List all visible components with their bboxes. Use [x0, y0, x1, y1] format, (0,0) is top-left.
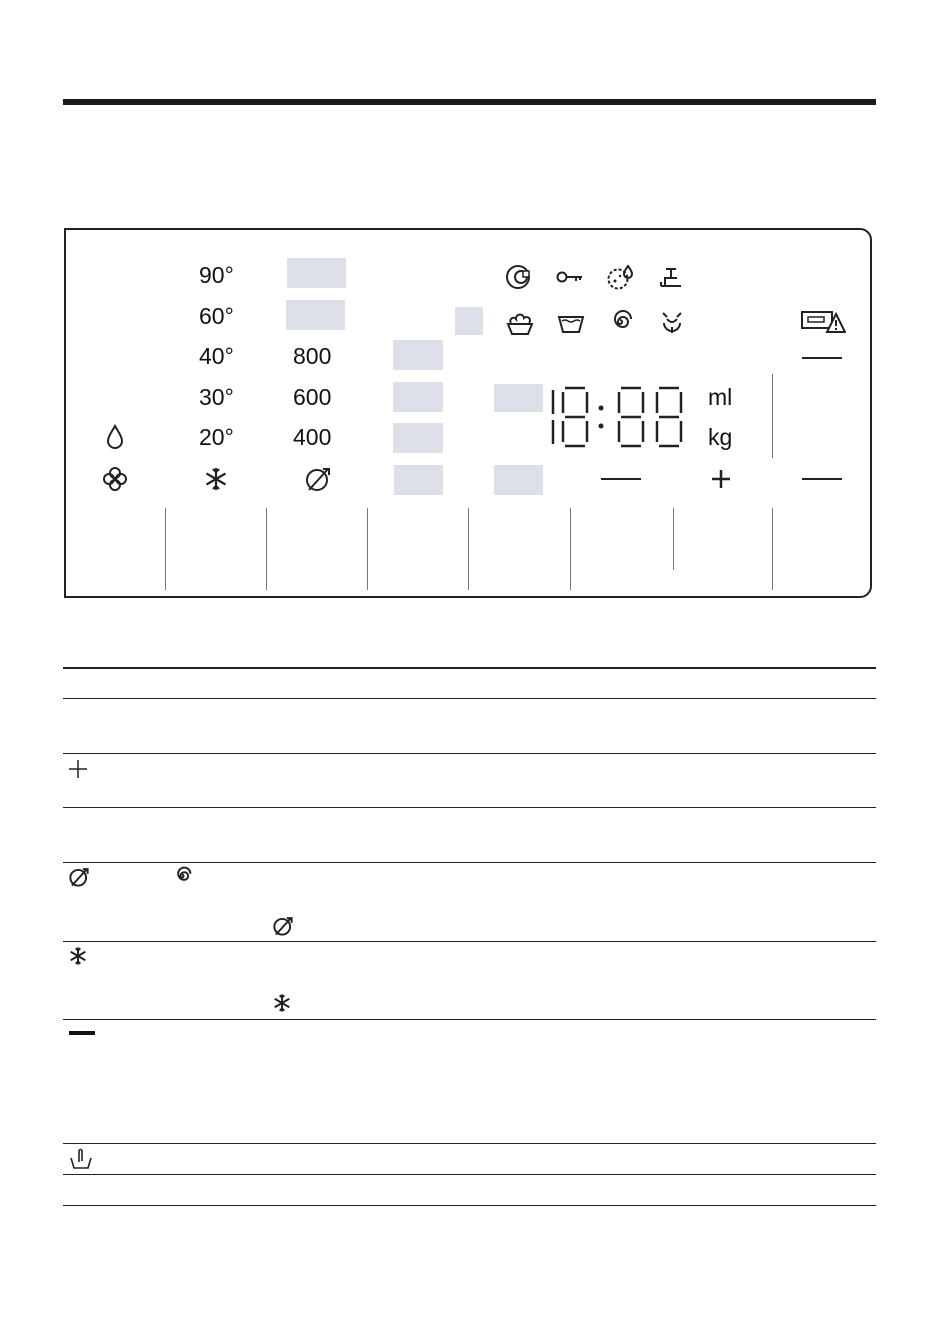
header-rule	[63, 99, 876, 105]
button-separator-7	[772, 508, 773, 590]
button-separator-5	[570, 508, 571, 590]
table-rule-2	[63, 753, 876, 754]
prewash-basin-icon	[505, 310, 535, 336]
patch-c	[393, 423, 443, 453]
plus-button[interactable]	[711, 469, 731, 489]
temp-90[interactable]: 90°	[199, 262, 234, 288]
table-plus-icon	[68, 759, 88, 779]
table-no-spin-icon-inline	[272, 915, 294, 937]
dash-right-top	[802, 357, 842, 359]
snowflake-icon[interactable]	[203, 466, 229, 492]
table-top-rule	[63, 667, 876, 669]
patch-a	[393, 340, 443, 370]
table-rule-1	[63, 698, 876, 699]
minus-button-right[interactable]	[802, 478, 842, 480]
flower-icon[interactable]	[102, 466, 128, 492]
spin-600[interactable]: 600	[293, 384, 332, 410]
wash-basin-icon	[556, 312, 586, 334]
table-rule-4	[63, 862, 876, 863]
table-rule-6	[63, 1019, 876, 1020]
child-lock-key-icon	[556, 268, 584, 286]
water-drop-icon[interactable]	[104, 424, 126, 450]
unit-ml: ml	[708, 384, 733, 410]
button-separator-2	[266, 508, 267, 590]
spin-800[interactable]: 800	[293, 343, 332, 369]
table-snowflake-icon	[68, 946, 88, 966]
patch-d	[394, 465, 443, 495]
table-spin-spiral-icon	[172, 866, 192, 886]
no-spin-icon[interactable]	[304, 465, 332, 493]
spin-400[interactable]: 400	[293, 424, 332, 450]
button-separator-1	[165, 508, 166, 590]
patch-e	[494, 384, 543, 412]
anti-crease-icon	[659, 309, 685, 335]
digital-display	[549, 386, 691, 448]
temp-30[interactable]: 30°	[199, 384, 234, 410]
table-minus-bar-icon	[69, 1031, 95, 1035]
patch-small	[455, 307, 483, 335]
table-rule-8	[63, 1174, 876, 1175]
button-separator-3	[367, 508, 368, 590]
table-no-spin-icon	[68, 866, 90, 888]
minus-button[interactable]	[601, 478, 641, 480]
button-separator-4	[468, 508, 469, 590]
stain-icon	[606, 263, 634, 291]
table-wash-hand-icon	[68, 1148, 94, 1170]
table-bottom-rule	[63, 1205, 876, 1206]
detergent-warning-icon	[800, 309, 846, 335]
temp-60[interactable]: 60°	[199, 303, 234, 329]
table-rule-7	[63, 1143, 876, 1144]
display-separator	[772, 374, 773, 458]
table-rule-3	[63, 807, 876, 808]
spin-patch-1	[287, 258, 346, 288]
temp-20[interactable]: 20°	[199, 424, 234, 450]
drum-clean-icon	[505, 264, 533, 290]
spin-patch-2	[286, 300, 345, 330]
table-rule-5	[63, 941, 876, 942]
patch-f	[494, 465, 543, 495]
button-separator-6	[673, 508, 674, 570]
spin-spiral-icon	[607, 309, 633, 335]
patch-b	[393, 382, 443, 412]
temp-40[interactable]: 40°	[199, 343, 234, 369]
unit-kg: kg	[708, 424, 733, 450]
water-tap-icon	[657, 264, 685, 290]
table-snowflake-icon-inline	[272, 993, 292, 1013]
